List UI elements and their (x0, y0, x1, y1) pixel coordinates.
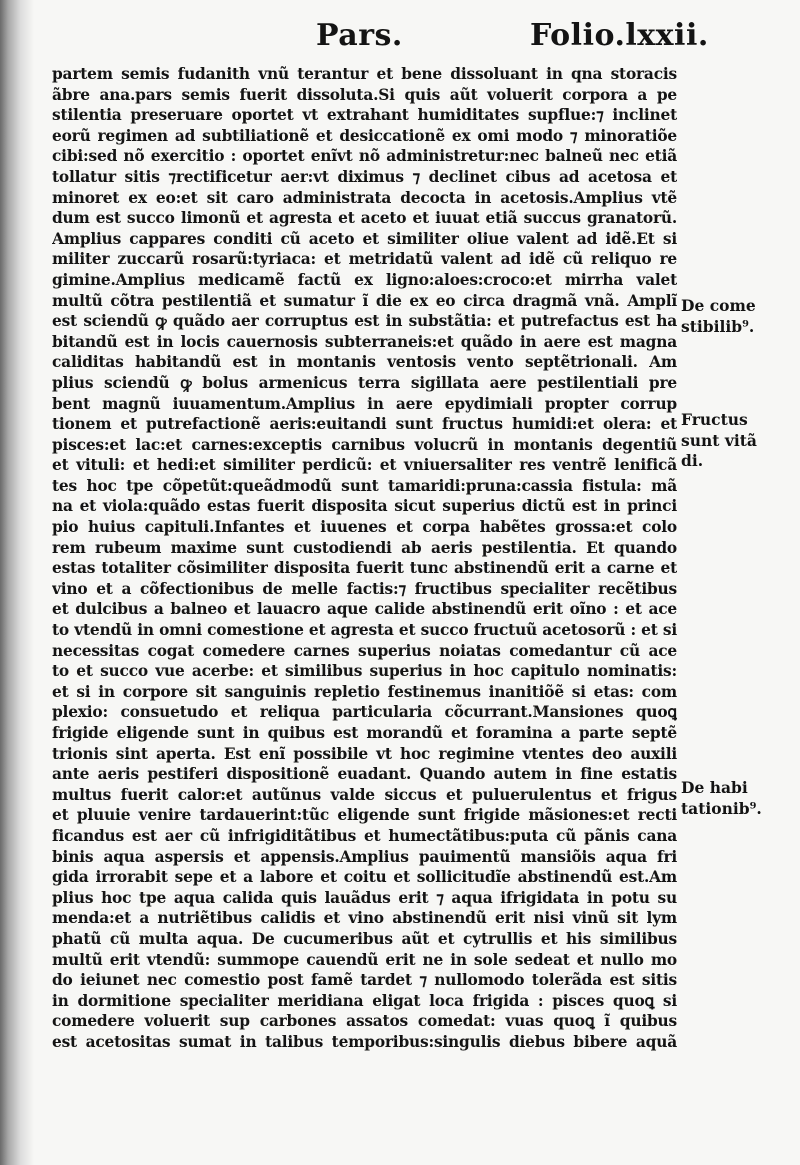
text-line: minoret ex eo:et sit caro administrata decocta in acetosis.Amplius vtẽ (52, 188, 677, 207)
text-line: multũ cõtra pestilentiã et sumatur ĩ die ex eo circa dragmã vnã. Amplĩ (52, 291, 677, 310)
text-line: et vituli: et hedi:et similiter perdicũ: et vniuersaliter res ventrẽ lenificã (52, 456, 677, 475)
text-line: ficandus est aer cũ infrigiditãtibus et humectãtibus:puta cũ pãnis cana (52, 826, 677, 845)
text-line: est acetositas sumat in talibus temporibus:singulis diebus bibere aquã (52, 1032, 677, 1051)
text-line: ãbre ana.pars semis fuerit dissoluta.Si quis aũt voluerit corpora a pe (52, 85, 677, 104)
text-line: phatũ cũ multa aqua. De cucumeribus aũt et cytrullis et his similibus (52, 929, 677, 948)
text-line: plius hoc tpe aqua calida quis lauãdus erit ⁊ aqua ifrigidata in potu su (52, 888, 677, 907)
text-line: vino et a cõfectionibus de melle factis:⁊ fructibus specialiter recẽtibus (52, 579, 677, 598)
text-line: frigide eligende sunt in quibus est morandũ et foramina a parte septẽ (52, 724, 677, 742)
text-line: plexio: consuetudo et reliqua particularia cõcurrant.Mansiones quoꝗ (52, 703, 677, 722)
text-line: menda:et a nutriẽtibus calidis et vino abstinendũ erit nisi vinũ sit lym (52, 909, 677, 928)
margin-note-line: Fructus (681, 410, 748, 429)
margin-note-line: di. (681, 451, 704, 471)
margin-note-line: De come (681, 296, 756, 315)
text-line: tollatur sitis ⁊rectificetur aer:vt diximus ⁊ declinet cibus ad acetosa et (52, 167, 677, 186)
text-line: militer zuccarũ rosarũ:tyriaca: et metridatũ valent ad idẽ cũ reliquo re (52, 250, 677, 269)
running-head-left: Pars. (316, 18, 403, 53)
text-line: comedere voluerit sup carbones assatos comedat: vuas quoꝗ ĩ quibus (52, 1012, 677, 1031)
text-line: do ieiunet nec comestio post famẽ tardet ⁊ nullomodo tolerãda est sitis (52, 971, 677, 990)
text-line: multũ erit vtendũ: summope cauendũ erit ne in sole sedeat et nullo mo (52, 950, 677, 969)
text-line: et dulcibus a balneo et lauacro aque calide abstinendũ erit oĩno : et ace (52, 600, 677, 619)
text-line: tionem et putrefactionẽ aeris:euitandi sunt fructus humidi:et olera: et (52, 415, 677, 434)
text-line: stilentia preseruare oportet vt extrahant humiditates supflue:⁊ inclinet (52, 106, 677, 125)
body-text (52, 64, 677, 1053)
text-line: trionis sint aperta. Est enĩ possibile vt hoc regimine vtentes deo auxili (52, 744, 677, 763)
text-line: partem semis fudanith vnũ terantur et bene dissoluant in qna storacis (52, 65, 677, 83)
text-line: rem rubeum maxime sunt custodiendi ab aeris pestilentia. Et quando (52, 538, 677, 557)
text-line: gimine.Amplius medicamẽ factũ ex ligno:aloes:croco:et mirrha valet (52, 270, 677, 289)
margin-note-line: sunt vitã (681, 430, 757, 450)
margin-note-line: tationib⁹. (681, 798, 762, 818)
text-line: pio huius capituli.Infantes et iuuenes et corpa habẽtes grossa:et colo (52, 518, 677, 537)
text-line: tes hoc tpe cõpetũt:queãdmodũ sunt tamaridi:pruna:cassia fistula: mã (52, 476, 677, 495)
binding-shadow (0, 0, 34, 1165)
running-head (0, 18, 800, 62)
text-line: dum est succo limonũ et agresta et aceto et iuuat etiã succus granatorũ. (52, 209, 677, 228)
text-line: est sciendũ ꝙ quãdo aer corruptus est in substãtia: et putrefactus est ha (52, 312, 677, 331)
text-line: cibi:sed nõ exercitio : oportet enĩvt nõ administretur:nec balneũ nec etiã (52, 147, 677, 166)
text-line: bitandũ est in locis cauernosis subterraneis:et quãdo in aere est magna (52, 332, 677, 351)
margin-note-line: stibilib⁹. (681, 316, 755, 336)
margin-note-de-habitationibus (681, 778, 796, 819)
text-line: gida irrorabit sepe et a labore et coitu et sollicitudĩe abstinendũ est.Am (52, 868, 677, 887)
text-line: in dormitione specialiter meridiana eligat loca frigida : pisces quoꝗ si (52, 991, 677, 1010)
text-line: binis aqua aspersis et appensis.Amplius pauimentũ mansiõis aqua fri (52, 847, 677, 866)
text-line: necessitas cogat comedere carnes superius noiatas comedantur cũ ace (52, 641, 677, 660)
text-line: na et viola:quãdo estas fuerit disposita sicut superius dictũ est in princi (52, 497, 677, 516)
margin-note-line: De habi (681, 778, 748, 797)
margin-note-de-comestibilibus (681, 296, 796, 337)
text-line: plius sciendũ ꝙ bolus armenicus terra sigillata aere pestilentiali pre (52, 373, 677, 392)
text-line: caliditas habitandũ est in montanis ventosis vento septẽtrionali. Am (52, 353, 677, 372)
text-line: multus fuerit calor:et autũnus valde siccus et puluerulentus et frigus (52, 785, 677, 804)
folio-number: Folio.lxxii. (530, 18, 709, 53)
text-line: Amplius cappares conditi cũ aceto et similiter oliue valent ad idẽ.Et si (52, 229, 677, 248)
text-line: bent magnũ iuuamentum.Amplius in aere epydimiali propter corrup (52, 394, 677, 413)
text-line: estas totaliter cõsimiliter disposita fuerit tunc abstinendũ erit a carne et (52, 559, 677, 578)
text-line: pisces:et lac:et carnes:exceptis carnibus volucrũ in montanis degentiũ (52, 435, 677, 454)
text-line: et pluuie venire tardauerint:tũc eligende sunt frigide mãsiones:et recti (52, 806, 677, 825)
text-line: to et succo vue acerbe: et similibus superius in hoc capitulo nominatis: (52, 662, 677, 681)
margin-note-fructus (681, 410, 796, 472)
text-line: et si in corpore sit sanguinis repletio festinemus inanitiõẽ si etas: com (52, 682, 677, 701)
text-line: to vtendũ in omni comestione et agresta et succo fructuũ acetosorũ : et si (52, 621, 677, 640)
text-line: ante aeris pestiferi dispositionẽ euadant. Quando autem in fine estatis (52, 765, 677, 784)
text-line: eorũ regimen ad subtiliationẽ et desiccationẽ ex omi modo ⁊ minoratiõe (52, 126, 677, 145)
